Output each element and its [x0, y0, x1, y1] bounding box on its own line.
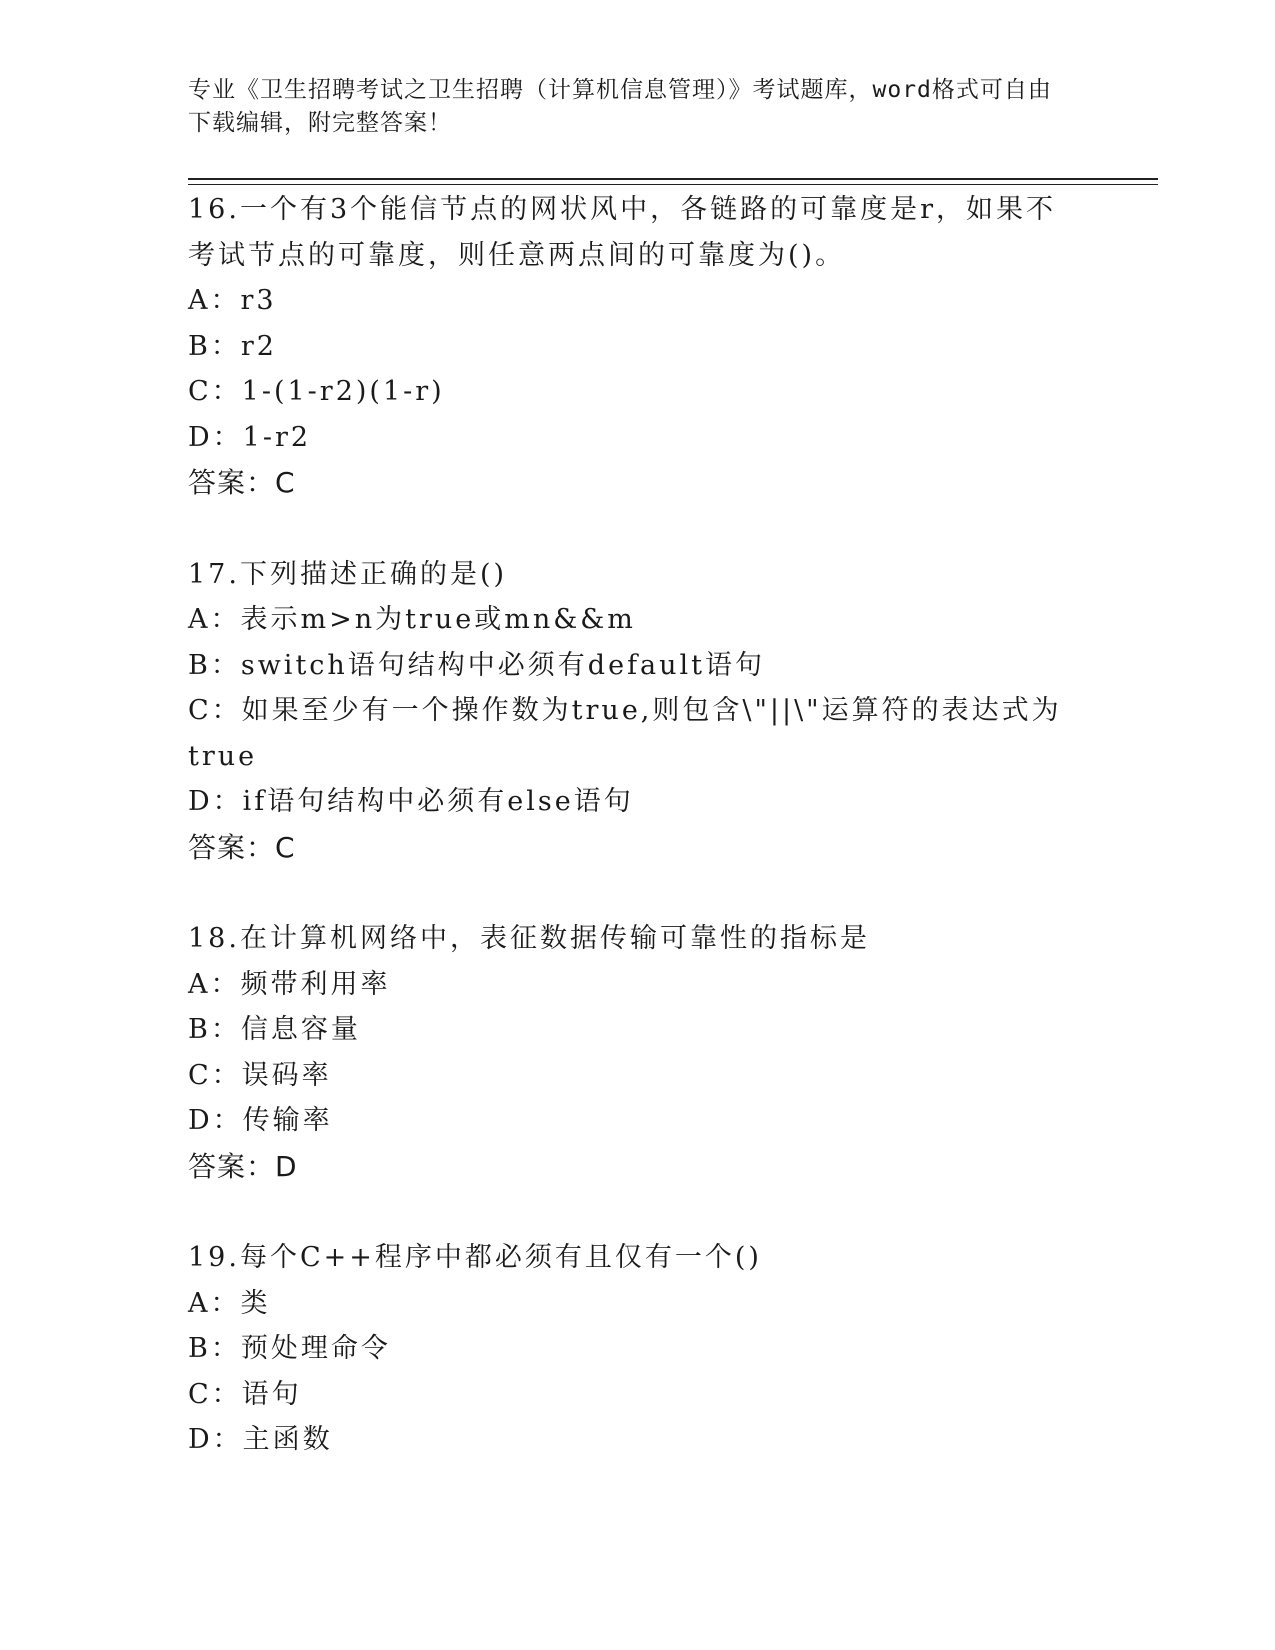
option-c: [188, 1053, 1088, 1099]
option-text: 误码率: [241, 1059, 332, 1091]
header-divider: [188, 178, 1158, 180]
option-letter: A：: [188, 285, 241, 316]
option-c: [188, 688, 1068, 779]
option-a: [188, 597, 1088, 643]
option-letter: C：: [188, 1059, 242, 1091]
option-text: 频带利用率: [240, 968, 391, 1000]
option-a: [188, 1281, 1088, 1327]
option-text: r2: [240, 330, 277, 362]
question-stem: 17.下列描述正确的是(): [188, 558, 508, 590]
option-text: 1-(1-r2)(1-r): [241, 376, 445, 407]
option-d: [188, 1417, 1088, 1463]
option-letter: B：: [188, 1333, 241, 1364]
option-text: r3: [240, 285, 277, 316]
option-letter: D：: [188, 1105, 243, 1136]
option-text: 预处理命令: [240, 1333, 391, 1364]
option-text: 如果至少有一个操作数为true,则包含\"||\"运算符的表达式为true: [188, 695, 1062, 772]
question-18: [188, 916, 1088, 1189]
option-letter: A：: [188, 604, 241, 635]
question-stem: 19.每个C++程序中都必须有且仅有一个(): [188, 1242, 762, 1273]
option-letter: A：: [188, 968, 241, 1000]
option-letter: B：: [188, 330, 241, 362]
option-letter: B：: [188, 649, 241, 681]
option-letter: D：: [188, 421, 243, 453]
option-text: 1-r2: [242, 421, 312, 453]
option-text: 表示m>n为true或mn&&m: [240, 604, 636, 635]
option-a: [188, 962, 1088, 1008]
option-letter: D：: [188, 786, 243, 817]
question-17: [188, 552, 1088, 871]
option-b: [188, 1326, 1088, 1372]
option-text: 主函数: [242, 1424, 333, 1455]
document-header: 专业《卫生招聘考试之卫生招聘（计算机信息管理）》考试题库，word格式可自由下载编辑，附完整答案！: [188, 77, 1052, 136]
option-c: [188, 1372, 1088, 1418]
question-19: [188, 1235, 1088, 1463]
option-letter: C：: [188, 1378, 242, 1410]
answer-line: 答案：C: [188, 466, 296, 499]
option-b: [188, 643, 1088, 689]
option-a: [188, 278, 1088, 324]
option-b: [188, 324, 1088, 370]
option-b: [188, 1007, 1088, 1053]
answer-line: 答案：C: [188, 830, 296, 864]
option-letter: B：: [188, 1014, 241, 1045]
option-d: [188, 415, 1088, 461]
question-16: [188, 187, 1088, 506]
option-text: 语句: [241, 1378, 302, 1410]
option-letter: C：: [188, 376, 242, 407]
answer-line: 答案：D: [188, 1149, 298, 1183]
option-text: if语句结构中必须有else语句: [242, 786, 634, 817]
option-c: [188, 369, 1088, 415]
question-stem: 16.一个有3个能信节点的网状风中，各链路的可靠度是r，如果不考试节点的可靠度，则任意两点间的可靠度为()。: [188, 194, 1057, 271]
option-text: 信息容量: [240, 1014, 361, 1045]
question-list: [188, 187, 1088, 1463]
option-d: [188, 779, 1088, 825]
option-text: switch语句结构中必须有default语句: [240, 649, 766, 681]
option-letter: D：: [188, 1424, 243, 1455]
option-letter: A：: [188, 1287, 241, 1319]
option-text: 类: [240, 1287, 271, 1319]
option-d: [188, 1098, 1088, 1144]
question-stem: 18.在计算机网络中，表征数据传输可靠性的指标是: [188, 923, 870, 954]
header-divider-thin: [188, 184, 1158, 185]
option-letter: C：: [188, 695, 242, 726]
option-text: 传输率: [242, 1105, 333, 1136]
